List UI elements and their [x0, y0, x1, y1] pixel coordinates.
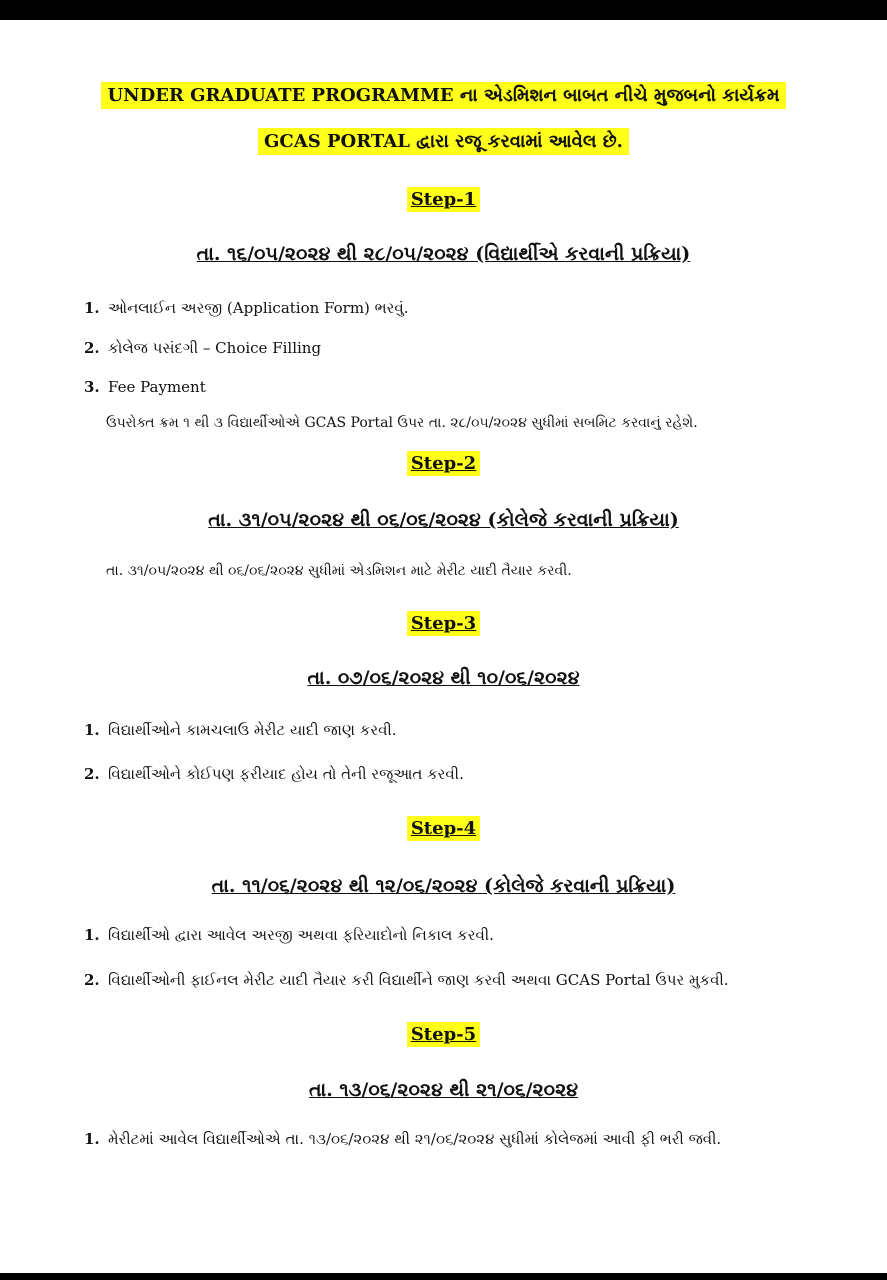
- bottom-black-bar: [0, 1273, 887, 1280]
- list-item: 2. કોલેજ પસંદગી – Choice Filling: [84, 339, 322, 357]
- list-item: 1. ઓનલાઈન અરજી (Application Form) ભરવું.: [84, 299, 409, 317]
- step-3-dates: તા. ૦૭/૦૬/૨૦૨૪ થી ૧૦/૦૬/૨૦૨૪: [307, 667, 580, 689]
- list-item: 1. વિદ્યાર્થીઓ દ્વારા આવેલ અરજી અથવા ફરિયાદોનો નિકાલ કરવી.: [84, 926, 494, 944]
- list-item: 1. વિદ્યાર્થીઓને કામચલાઉ મેરીટ યાદી જાણ કરવી.: [84, 721, 397, 739]
- list-item: 1. મેરીટમાં આવેલ વિદ્યાર્થીઓએ તા. ૧૩/૦૬/૨૦૨૪ થી ૨૧/૦૬/૨૦૨૪ સુધીમાં કોલેજમાં આવી ફી ભરી જવી.: [84, 1130, 722, 1148]
- step-3-heading: Step-3: [0, 610, 887, 638]
- header-line-1: UNDER GRADUATE PROGRAMME ના એડમિશન બાબત નીચે મુજબનો કાર્યક્રમ: [0, 80, 887, 112]
- step-2-note: તા. ૩૧/૦૫/૨૦૨૪ થી ૦૬/૦૬/૨૦૨૪ સુધીમાં એડમિશન માટે મેરીટ યાદી તૈયાર કરવી.: [106, 563, 572, 579]
- step-5-heading: Step-5: [0, 1021, 887, 1049]
- step-2-heading: Step-2: [0, 450, 887, 478]
- header-line-2: GCAS PORTAL દ્વારા રજૂ કરવામાં આવેલ છે.: [0, 126, 887, 158]
- step-5-dates: તા. ૧૩/૦૬/૨૦૨૪ થી ૨૧/૦૬/૨૦૨૪: [308, 1079, 579, 1101]
- step-4-dates: તા. ૧૧/૦૬/૨૦૨૪ થી ૧૨/૦૬/૨૦૨૪ (કોલેજે કરવાની પ્રક્રિયા): [211, 875, 676, 897]
- list-item: 3. Fee Payment: [84, 378, 206, 396]
- list-item: 2. વિદ્યાર્થીઓને કોઈપણ ફરીયાદ હોય તો તેની રજૂઆત કરવી.: [84, 765, 464, 783]
- step-1-dates: તા. ૧૬/૦૫/૨૦૨૪ થી ૨૮/૦૫/૨૦૨૪ (વિદ્યાર્થીએ કરવાની પ્રક્રિયા): [196, 243, 691, 265]
- top-black-bar: [0, 0, 887, 20]
- step-1-heading: Step-1: [0, 186, 887, 214]
- list-item: 2. વિદ્યાર્થીઓની ફાઈનલ મેરીટ યાદી તૈયાર કરી વિદ્યાર્થીને જાણ કરવી અથવા GCAS Portal ઉપર મુકવી.: [84, 971, 729, 989]
- step-2-dates: તા. ૩૧/૦૫/૨૦૨૪ થી ૦૬/૦૬/૨૦૨૪ (કોલેજે કરવાની પ્રક્રિયા): [208, 509, 679, 531]
- step-1-note: ઉપરોક્ત ક્રમ ૧ થી ૩ વિદ્યાર્થીઓએ GCAS Portal ઉપર તા. ૨૮/૦૫/૨૦૨૪ સુધીમાં સબમિટ કરવાનું રહેશે.: [106, 415, 698, 431]
- step-4-heading: Step-4: [0, 815, 887, 843]
